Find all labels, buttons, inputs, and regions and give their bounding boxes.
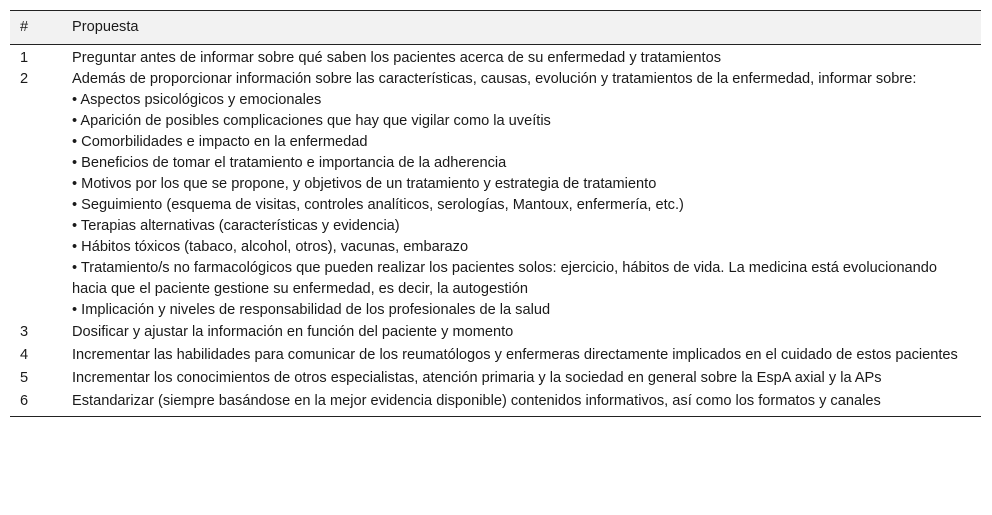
row-proposal-intro: Además de proporcionar información sobre las características, causas, evolución y tratamientos de la enfermedad, informar sobre: [72,71,917,87]
bullet-item: • Aspectos psicológicos y emocionales [72,92,322,108]
table-row [10,69,981,321]
row-proposal: Incrementar los conocimientos de otros especialistas, atención primaria y la sociedad en general sobre la EspA axial y la APs [72,370,882,386]
bullet-item: • Tratamiento/s no farmacológicos que pueden realizar los pacientes solos: ejercicio, hábitos de vida. La medicina está evolucionando hacia que el paciente gestione su enfermedad, es decir, la autogestión [72,260,938,297]
table-header-row [10,11,981,45]
row-proposal: Estandarizar (siempre basándose en la mejor evidencia disponible) contenidos informativos, así como los formatos y canales [72,393,881,409]
proposals-table-container [10,10,981,417]
table-row [10,344,981,367]
column-header-proposal: Propuesta [72,11,981,45]
row-number: 2 [20,71,29,87]
table-row [10,390,981,417]
bullet-item: • Implicación y niveles de responsabilidad de los profesionales de la salud [72,302,551,318]
row-proposal: Dosificar y ajustar la información en función del paciente y momento [72,324,514,340]
bullet-item: • Hábitos tóxicos (tabaco, alcohol, otros), vacunas, embarazo [72,239,469,255]
bullet-item: • Seguimiento (esquema de visitas, controles analíticos, serologías, Mantoux, enfermería, etc.) [72,197,684,213]
row-number: 1 [20,50,29,66]
row-number: 4 [20,347,29,363]
proposals-table [10,10,981,417]
row-proposal [72,69,981,321]
bullet-item: • Terapias alternativas (características y evidencia) [72,218,400,234]
column-header-number: # [10,11,72,45]
table-row [10,367,981,390]
table-row [10,321,981,344]
row-number: 6 [20,393,29,409]
row-number: 3 [20,324,29,340]
row-proposal: Preguntar antes de informar sobre qué saben los pacientes acerca de su enfermedad y tratamientos [72,50,721,66]
bullet-item: • Beneficios de tomar el tratamiento e importancia de la adherencia [72,155,507,171]
bullet-item: • Comorbilidades e impacto en la enfermedad [72,134,368,150]
row-number: 5 [20,370,29,386]
table-row [10,45,981,70]
row-proposal: Incrementar las habilidades para comunicar de los reumatólogos y enfermeras directamente implicados en el cuidado de estos pacientes [72,347,958,363]
bullet-item: • Aparición de posibles complicaciones que hay que vigilar como la uveítis [72,113,551,129]
bullet-item: • Motivos por los que se propone, y objetivos de un tratamiento y estrategia de tratamiento [72,176,657,192]
